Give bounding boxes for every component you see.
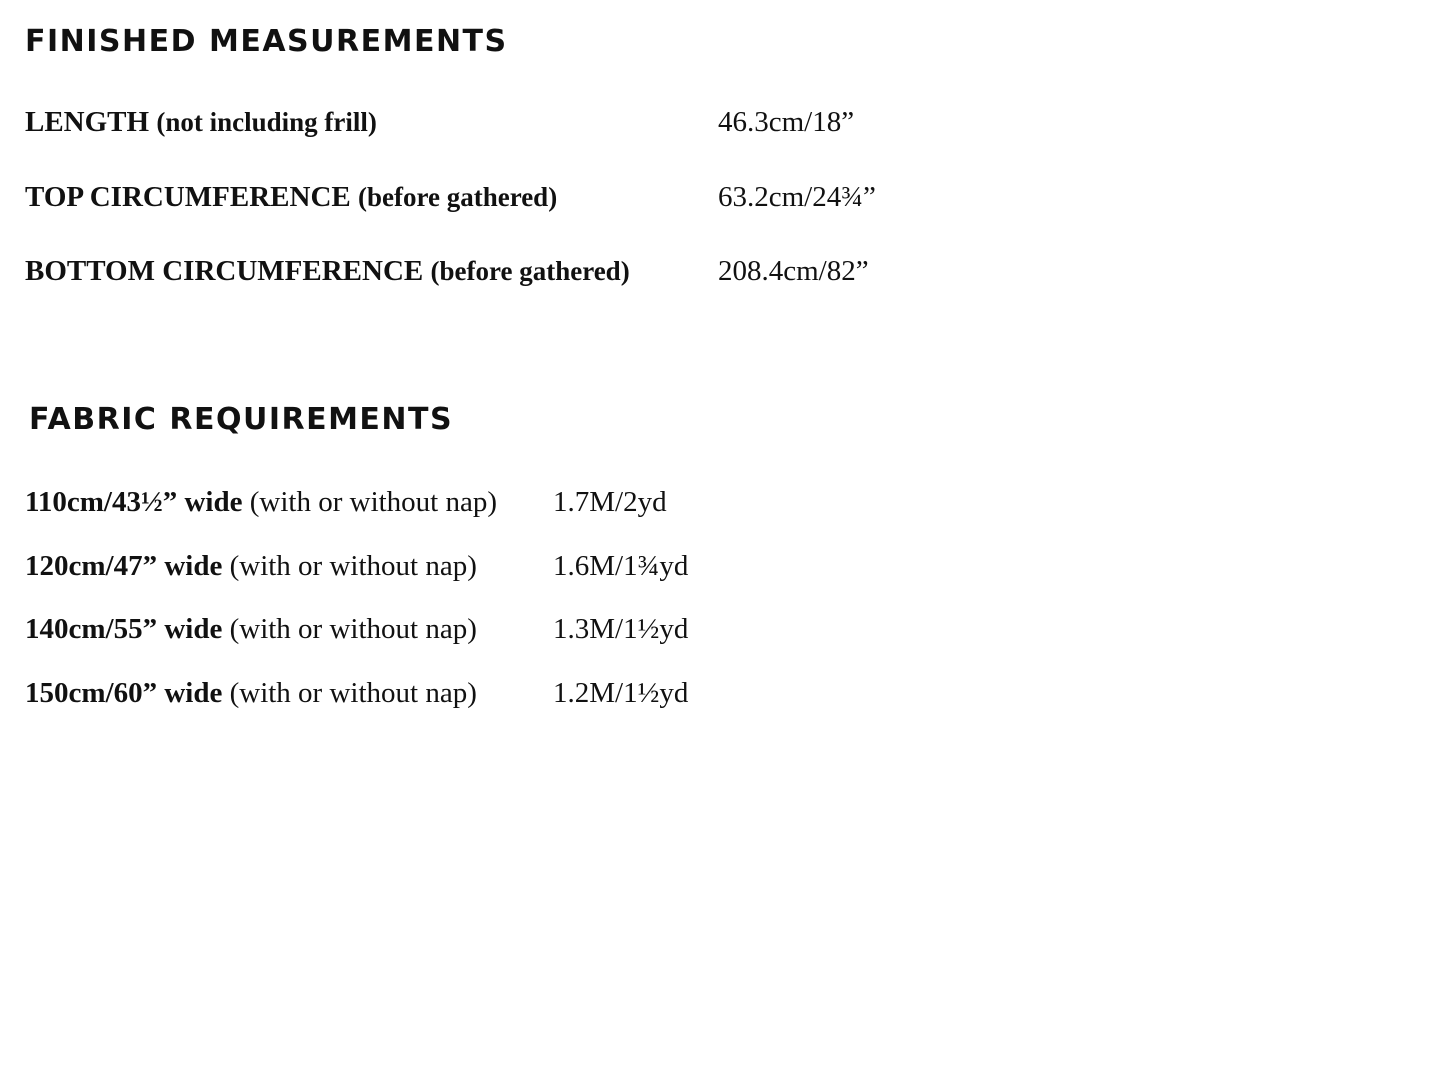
measurement-note: (before gathered) bbox=[358, 182, 558, 212]
measurement-value: 63.2cm/24¾” bbox=[718, 181, 876, 213]
fabric-label bbox=[25, 546, 477, 586]
measurement-value: 208.4cm/82” bbox=[718, 255, 869, 287]
measurement-name: LENGTH bbox=[25, 106, 150, 138]
measurement-name: BOTTOM CIRCUMFERENCE bbox=[25, 255, 424, 287]
measurement-label bbox=[25, 177, 557, 217]
fabric-note: (with or without nap) bbox=[249, 486, 498, 518]
measurement-label bbox=[25, 251, 630, 291]
measurement-label bbox=[25, 102, 377, 142]
measurement-row-top-circumference bbox=[0, 177, 1445, 217]
finished-measurements-heading: FINISHED MEASUREMENTS bbox=[25, 24, 508, 59]
fabric-note: (with or without nap) bbox=[229, 550, 477, 582]
measurement-value: 46.3cm/18” bbox=[718, 106, 855, 138]
fabric-requirements-heading: FABRIC REQUIREMENTS bbox=[29, 402, 454, 437]
fabric-amount: 1.6M/1¾yd bbox=[553, 550, 689, 582]
fabric-note: (with or without nap) bbox=[229, 613, 477, 645]
fabric-amount: 1.2M/1½yd bbox=[553, 677, 689, 709]
fabric-label bbox=[25, 482, 497, 522]
fabric-row-120cm bbox=[0, 546, 1445, 586]
fabric-row-110cm bbox=[0, 482, 1445, 522]
fabric-width: 110cm/43½” wide bbox=[25, 486, 243, 518]
fabric-note: (with or without nap) bbox=[229, 677, 477, 709]
fabric-amount: 1.7M/2yd bbox=[553, 486, 667, 518]
fabric-width: 120cm/47” wide bbox=[25, 550, 223, 582]
fabric-row-140cm bbox=[0, 609, 1445, 649]
measurement-note: (before gathered) bbox=[430, 256, 630, 286]
fabric-width: 140cm/55” wide bbox=[25, 613, 223, 645]
fabric-amount: 1.3M/1½yd bbox=[553, 613, 689, 645]
fabric-row-150cm bbox=[0, 673, 1445, 713]
fabric-label bbox=[25, 609, 477, 649]
fabric-width: 150cm/60” wide bbox=[25, 677, 223, 709]
measurement-name: TOP CIRCUMFERENCE bbox=[25, 181, 351, 213]
measurement-note: (not including frill) bbox=[156, 107, 377, 137]
measurement-row-length bbox=[0, 102, 1445, 142]
fabric-label bbox=[25, 673, 477, 713]
measurement-row-bottom-circumference bbox=[0, 251, 1445, 291]
